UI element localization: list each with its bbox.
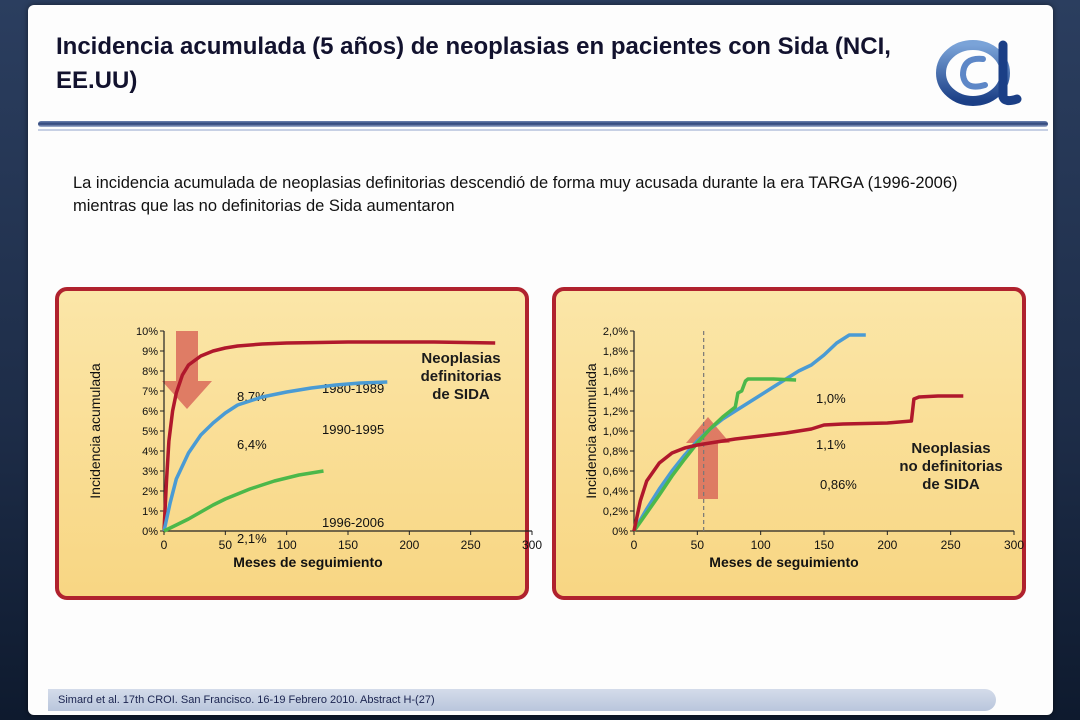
chart-title-line: de SIDA xyxy=(922,476,980,493)
x-axis-label: Meses de seguimiento xyxy=(709,554,859,570)
series-annotation: 1,1% xyxy=(816,437,846,452)
x-tick-label: 200 xyxy=(877,538,898,552)
header-rule-light xyxy=(38,129,1048,131)
x-axis-label: Meses de seguimiento xyxy=(233,554,383,570)
chart-title-line: definitorias xyxy=(420,368,502,385)
y-tick-label: 1,4% xyxy=(602,386,628,398)
x-tick-label: 200 xyxy=(399,538,420,552)
series-annotation: 2,1% xyxy=(237,531,267,546)
chart-title-line: Neoplasias xyxy=(911,440,991,457)
ac-logo-icon xyxy=(933,35,1025,107)
footer-citation: Simard et al. 17th CROI. San Francisco. 16-19 Febrero 2010. Abstract H-(27) xyxy=(48,689,996,711)
series-name: 1980-1989 xyxy=(322,381,385,396)
y-tick-label: 0,6% xyxy=(602,466,628,478)
y-tick-label: 1,2% xyxy=(602,406,628,418)
chart-title-line: no definitorias xyxy=(899,458,1003,475)
slide-subtitle: La incidencia acumulada de neoplasias definitorias descendió de forma muy acusada durante la era TARGA (1996-2006) mientras que las no definitorias de Sida aumentaron xyxy=(73,174,958,215)
series-line-1 xyxy=(164,382,387,531)
y-tick-label: 9% xyxy=(142,346,158,358)
series-annotation: 6,4% xyxy=(237,437,267,452)
x-tick-label: 150 xyxy=(813,538,835,552)
chart-panel-definitorias xyxy=(55,287,543,600)
y-tick-label: 0,4% xyxy=(602,486,628,498)
y-axis-label: Incidencia acumulada xyxy=(87,363,103,499)
y-tick-label: 5% xyxy=(142,426,158,438)
y-tick-label: 4% xyxy=(142,446,158,458)
y-tick-label: 2% xyxy=(142,486,158,498)
x-tick-label: 250 xyxy=(460,538,481,552)
y-tick-label: 0,8% xyxy=(602,446,628,458)
y-tick-label: 1,0% xyxy=(602,426,628,438)
chart-definitorias xyxy=(59,291,543,596)
series-annotation: 1,0% xyxy=(816,391,846,406)
x-tick-label: 50 xyxy=(218,538,233,552)
series-annotation: 0,86% xyxy=(820,477,857,492)
series-name: 1990-1995 xyxy=(322,422,385,437)
y-tick-label: 2,0% xyxy=(602,326,628,338)
header-rule xyxy=(38,121,1048,127)
x-tick-label: 300 xyxy=(521,538,543,552)
y-tick-label: 7% xyxy=(142,386,158,398)
x-tick-label: 150 xyxy=(337,538,359,552)
y-tick-label: 1,6% xyxy=(602,366,628,378)
y-tick-label: 10% xyxy=(135,326,158,338)
y-tick-label: 6% xyxy=(142,406,158,418)
series-line-0 xyxy=(634,335,866,531)
chart-no-definitorias xyxy=(556,291,1025,596)
x-tick-label: 0 xyxy=(160,538,168,552)
y-tick-label: 0% xyxy=(612,526,628,538)
y-tick-label: 1% xyxy=(142,506,158,518)
series-line-2 xyxy=(164,471,324,531)
y-axis-label: Incidencia acumulada xyxy=(583,363,599,499)
series-name: 1996-2006 xyxy=(322,515,385,530)
x-tick-label: 250 xyxy=(940,538,961,552)
y-tick-label: 8% xyxy=(142,366,158,378)
x-tick-label: 100 xyxy=(750,538,771,552)
slide xyxy=(28,5,1053,715)
y-tick-label: 1,8% xyxy=(602,346,628,358)
slide-title: Incidencia acumulada (5 años) de neoplasias en pacientes con Sida (NCI, EE.UU) xyxy=(56,33,891,94)
series-annotation: 8,7% xyxy=(237,389,267,404)
y-tick-label: 3% xyxy=(142,466,158,478)
y-tick-label: 0% xyxy=(142,526,158,538)
y-tick-label: 0,2% xyxy=(602,506,628,518)
x-tick-label: 0 xyxy=(630,538,638,552)
x-tick-label: 100 xyxy=(276,538,297,552)
x-tick-label: 50 xyxy=(690,538,705,552)
chart-panel-no-definitorias xyxy=(552,287,1026,600)
chart-title-line: Neoplasias xyxy=(421,350,501,367)
x-tick-label: 300 xyxy=(1003,538,1025,552)
chart-title-line: de SIDA xyxy=(432,386,490,403)
